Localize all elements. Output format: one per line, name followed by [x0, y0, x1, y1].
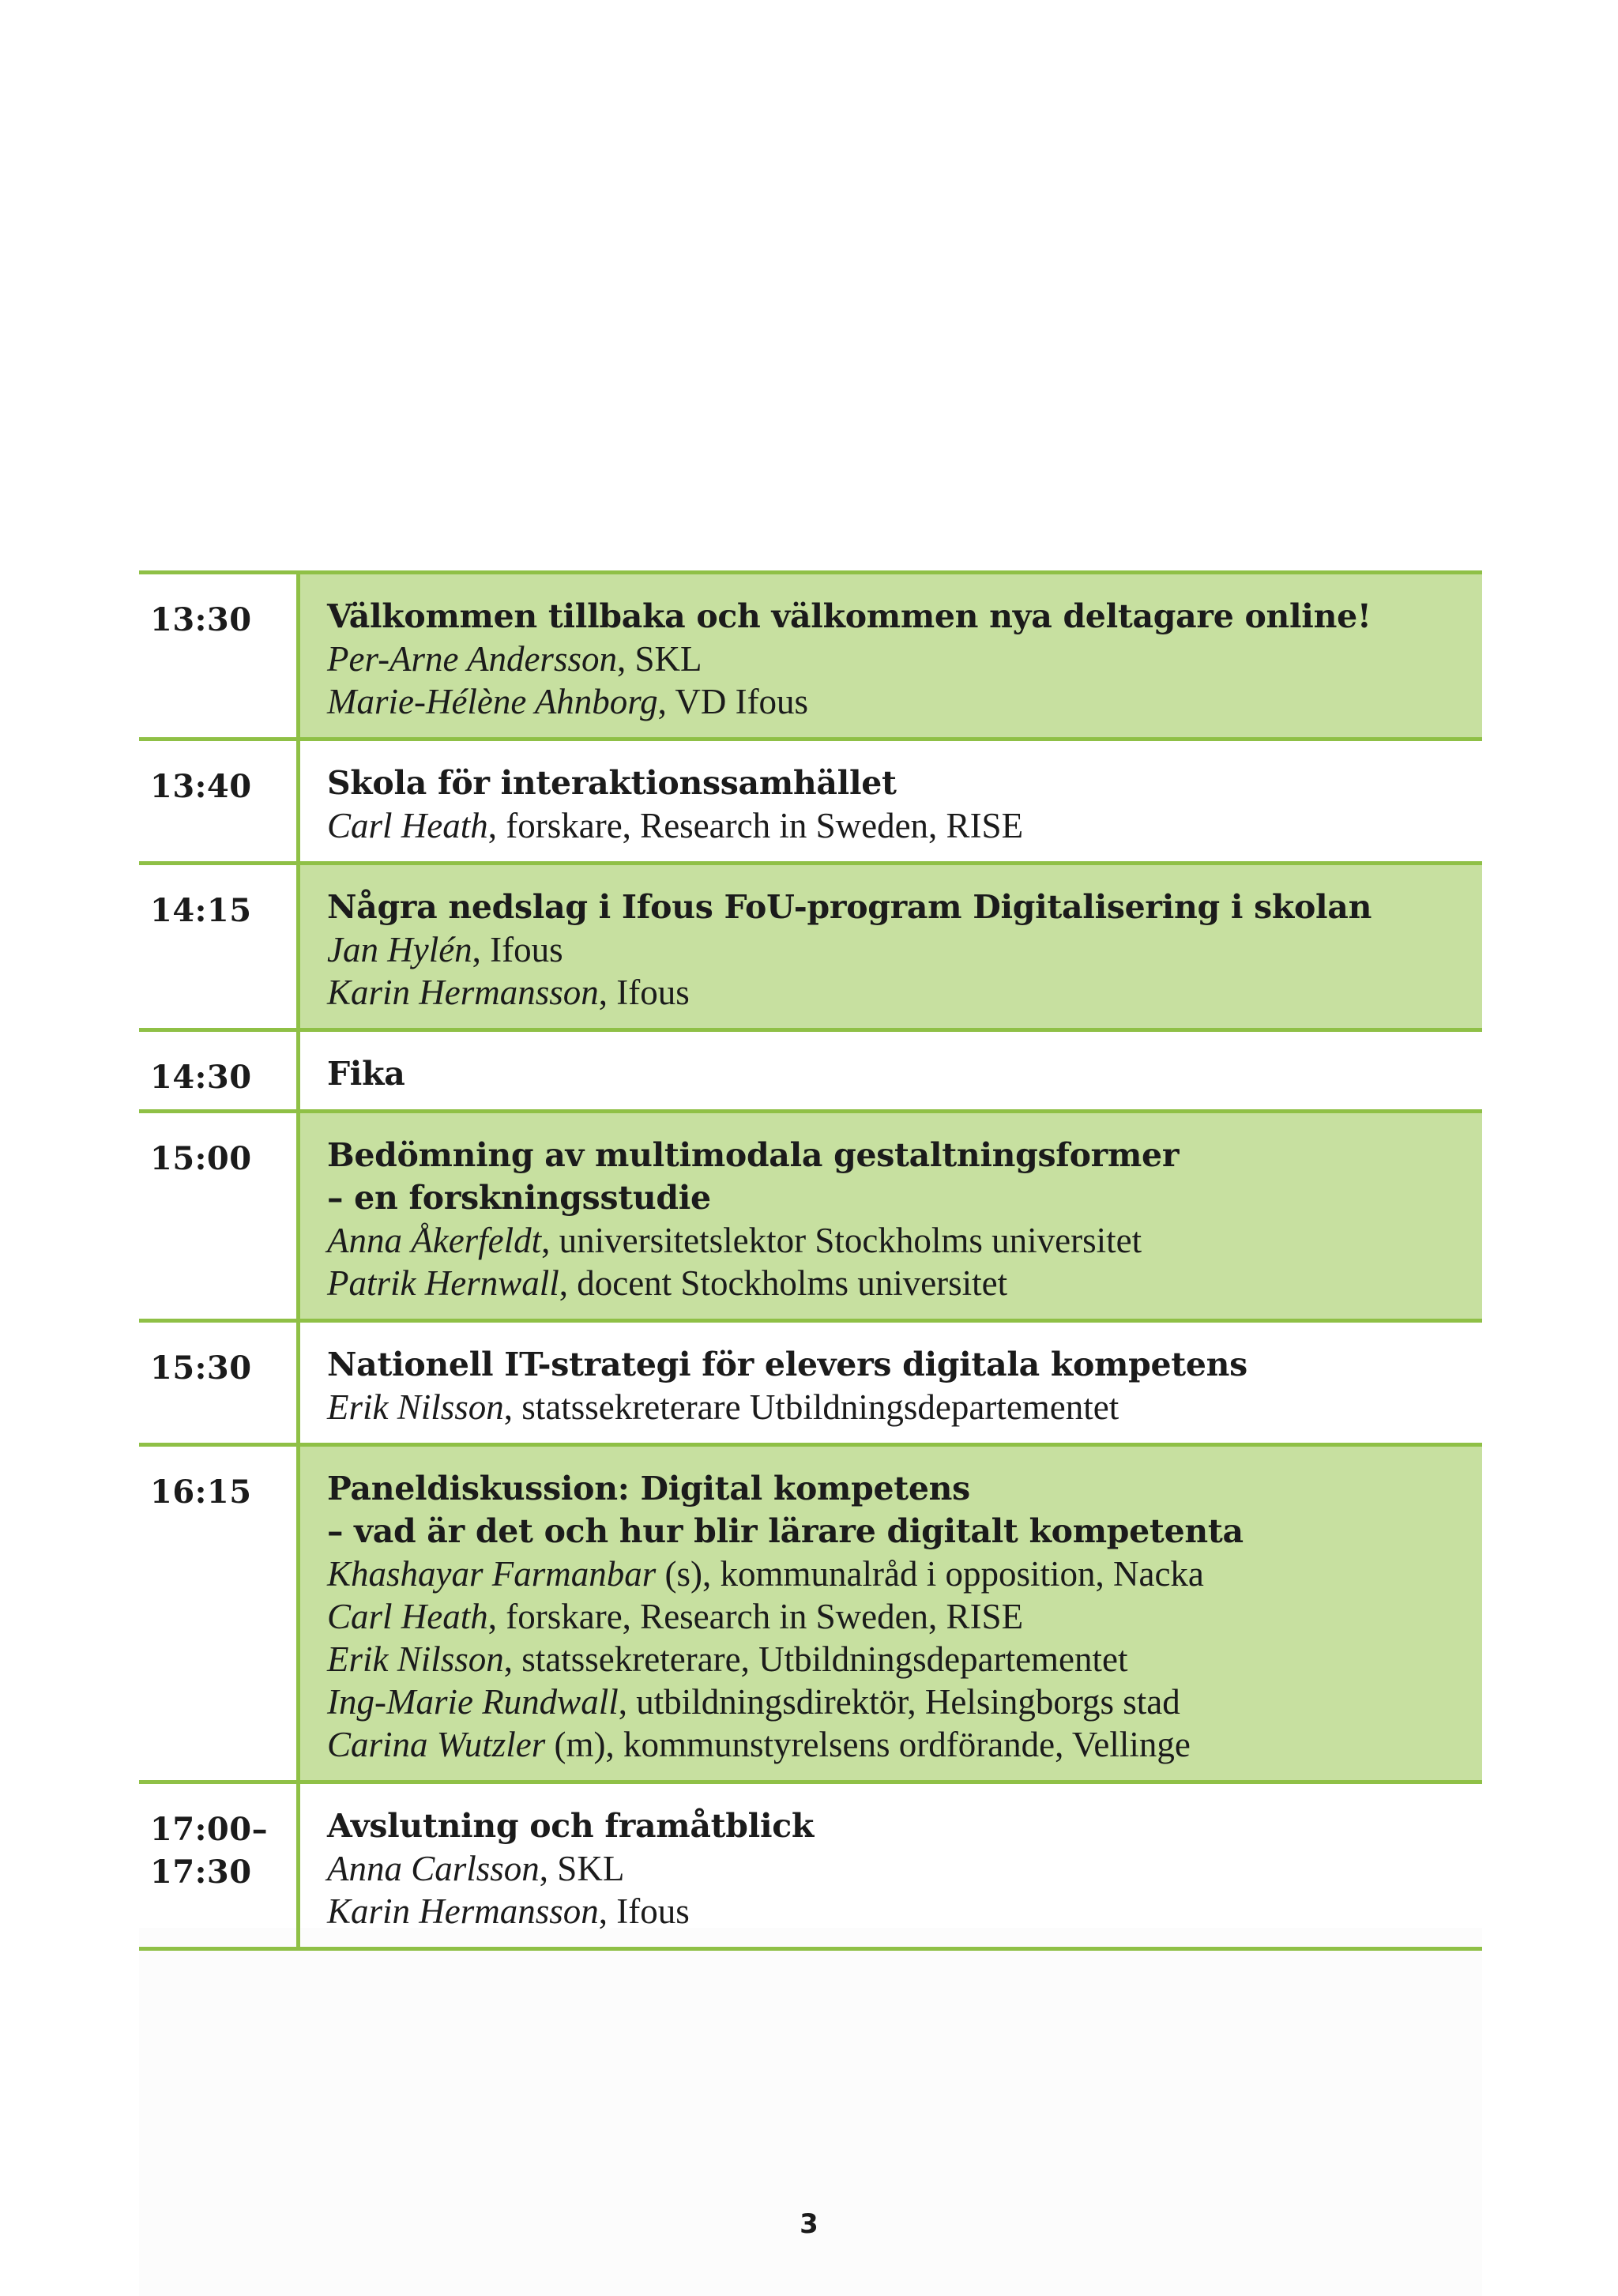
speaker-name: Anna Åkerfeldt — [327, 1221, 542, 1260]
speaker-detail: , forskare, Research in Sweden, RISE — [487, 1597, 1024, 1636]
speaker-line — [327, 680, 1482, 723]
session-title — [327, 1805, 1482, 1847]
speaker-line — [327, 638, 1482, 680]
speaker-line — [327, 804, 1482, 847]
speaker-detail: (m), kommunstyrelsens ordförande, Vellinge — [545, 1725, 1191, 1764]
speaker-line — [327, 971, 1482, 1014]
speaker-line — [327, 1723, 1482, 1766]
speaker-detail: , VD Ifous — [657, 682, 809, 721]
speaker-line — [327, 1638, 1482, 1681]
page-number: 3 — [800, 2208, 818, 2240]
schedule-content — [300, 1113, 1482, 1319]
session-title — [327, 1134, 1482, 1219]
session-title-line: Fika — [327, 1055, 405, 1093]
speaker-name: Erik Nilsson — [327, 1387, 504, 1427]
speaker-line — [327, 1262, 1482, 1304]
time-line: 16:15 — [150, 1474, 252, 1511]
schedule-time — [139, 1447, 300, 1780]
speaker-name: Marie-Hélène Ahnborg — [327, 682, 658, 721]
speaker-detail: , forskare, Research in Sweden, RISE — [487, 806, 1024, 845]
schedule-time — [139, 865, 300, 1028]
schedule-table — [139, 570, 1482, 1951]
time-line: 14:30 — [150, 1059, 252, 1096]
speaker-name: Carina Wutzler — [327, 1725, 546, 1764]
time-line: 13:40 — [150, 768, 252, 805]
speaker-line — [327, 1386, 1482, 1428]
time-line: 14:15 — [150, 892, 252, 929]
session-title — [327, 1052, 1482, 1095]
speaker-detail: , Ifous — [472, 930, 563, 969]
speaker-detail: , universitetslektor Stockholms universitet — [541, 1221, 1142, 1260]
schedule-row — [139, 741, 1482, 865]
speaker-line — [327, 1847, 1482, 1890]
page-footer-area — [139, 1928, 1482, 2296]
schedule-content — [300, 1784, 1482, 1947]
session-title-line: – vad är det och hur blir lärare digitalt kompetenta — [327, 1512, 1244, 1550]
speaker-line — [327, 928, 1482, 971]
speaker-detail: , Ifous — [598, 1891, 690, 1931]
speaker-name: Carl Heath — [327, 1597, 488, 1636]
session-title-line: Välkommen tillbaka och välkommen nya deltagare online! — [327, 597, 1372, 635]
speaker-line — [327, 1553, 1482, 1595]
speaker-name: Karin Hermansson — [327, 1891, 599, 1931]
session-title-line: Skola för interaktionssamhället — [327, 764, 897, 802]
schedule-time — [139, 1323, 300, 1443]
time-line: 17:30 — [150, 1854, 252, 1891]
session-title — [327, 1343, 1482, 1386]
session-title-line: – en forskningsstudie — [327, 1179, 711, 1217]
speaker-detail: , statssekreterare Utbildningsdepartementet — [503, 1387, 1119, 1427]
session-title-line: Avslutning och framåtblick — [327, 1807, 814, 1845]
schedule-row — [139, 1113, 1482, 1323]
session-title-line: Paneldiskussion: Digital kompetens — [327, 1470, 970, 1507]
speaker-name: Erik Nilsson — [327, 1639, 504, 1679]
session-title — [327, 595, 1482, 638]
schedule-time — [139, 741, 300, 861]
time-line: 15:00 — [150, 1140, 252, 1177]
speaker-detail: , SKL — [539, 1849, 625, 1888]
session-title — [327, 1467, 1482, 1553]
speaker-detail: , statssekreterare, Utbildningsdepartementet — [503, 1639, 1128, 1679]
schedule-time — [139, 1784, 300, 1947]
speaker-detail: , utbildningsdirektör, Helsingborgs stad — [618, 1682, 1180, 1722]
session-title — [327, 886, 1482, 928]
schedule-content — [300, 574, 1482, 737]
speaker-detail: , Ifous — [598, 973, 690, 1012]
session-title-line: Nationell IT-strategi för elevers digitala kompetens — [327, 1346, 1247, 1383]
schedule-content — [300, 1447, 1482, 1780]
schedule-row — [139, 865, 1482, 1032]
speaker-detail: , docent Stockholms universitet — [559, 1263, 1008, 1303]
session-title-line: Några nedslag i Ifous FoU-program Digitalisering i skolan — [327, 888, 1372, 926]
speaker-name: Anna Carlsson — [327, 1849, 540, 1888]
speaker-detail: , SKL — [616, 639, 702, 679]
schedule-row — [139, 1447, 1482, 1784]
speaker-line — [327, 1595, 1482, 1638]
schedule-row — [139, 1032, 1482, 1113]
speaker-name: Jan Hylén — [327, 930, 472, 969]
session-title-line: Bedömning av multimodala gestaltningsformer — [327, 1136, 1180, 1174]
speaker-name: Patrik Hernwall — [327, 1263, 559, 1303]
session-title — [327, 762, 1482, 804]
time-line: 17:00– — [150, 1811, 269, 1848]
speaker-name: Per-Arne Andersson — [327, 639, 617, 679]
schedule-content — [300, 741, 1482, 861]
schedule-row — [139, 1323, 1482, 1447]
schedule-content — [300, 1032, 1482, 1109]
schedule-content — [300, 865, 1482, 1028]
speaker-line — [327, 1681, 1482, 1723]
schedule-row — [139, 1784, 1482, 1951]
time-line: 13:30 — [150, 601, 252, 638]
speaker-detail: (s), kommunalråd i opposition, Nacka — [656, 1554, 1204, 1594]
schedule-time — [139, 1032, 300, 1109]
speaker-line — [327, 1219, 1482, 1262]
speaker-name: Khashayar Farmanbar — [327, 1554, 657, 1594]
schedule-time — [139, 574, 300, 737]
speaker-name: Karin Hermansson — [327, 973, 599, 1012]
schedule-time — [139, 1113, 300, 1319]
speaker-name: Ing-Marie Rundwall — [327, 1682, 619, 1722]
time-line: 15:30 — [150, 1349, 252, 1387]
schedule-row — [139, 574, 1482, 741]
speaker-line — [327, 1890, 1482, 1933]
schedule-content — [300, 1323, 1482, 1443]
speaker-name: Carl Heath — [327, 806, 488, 845]
